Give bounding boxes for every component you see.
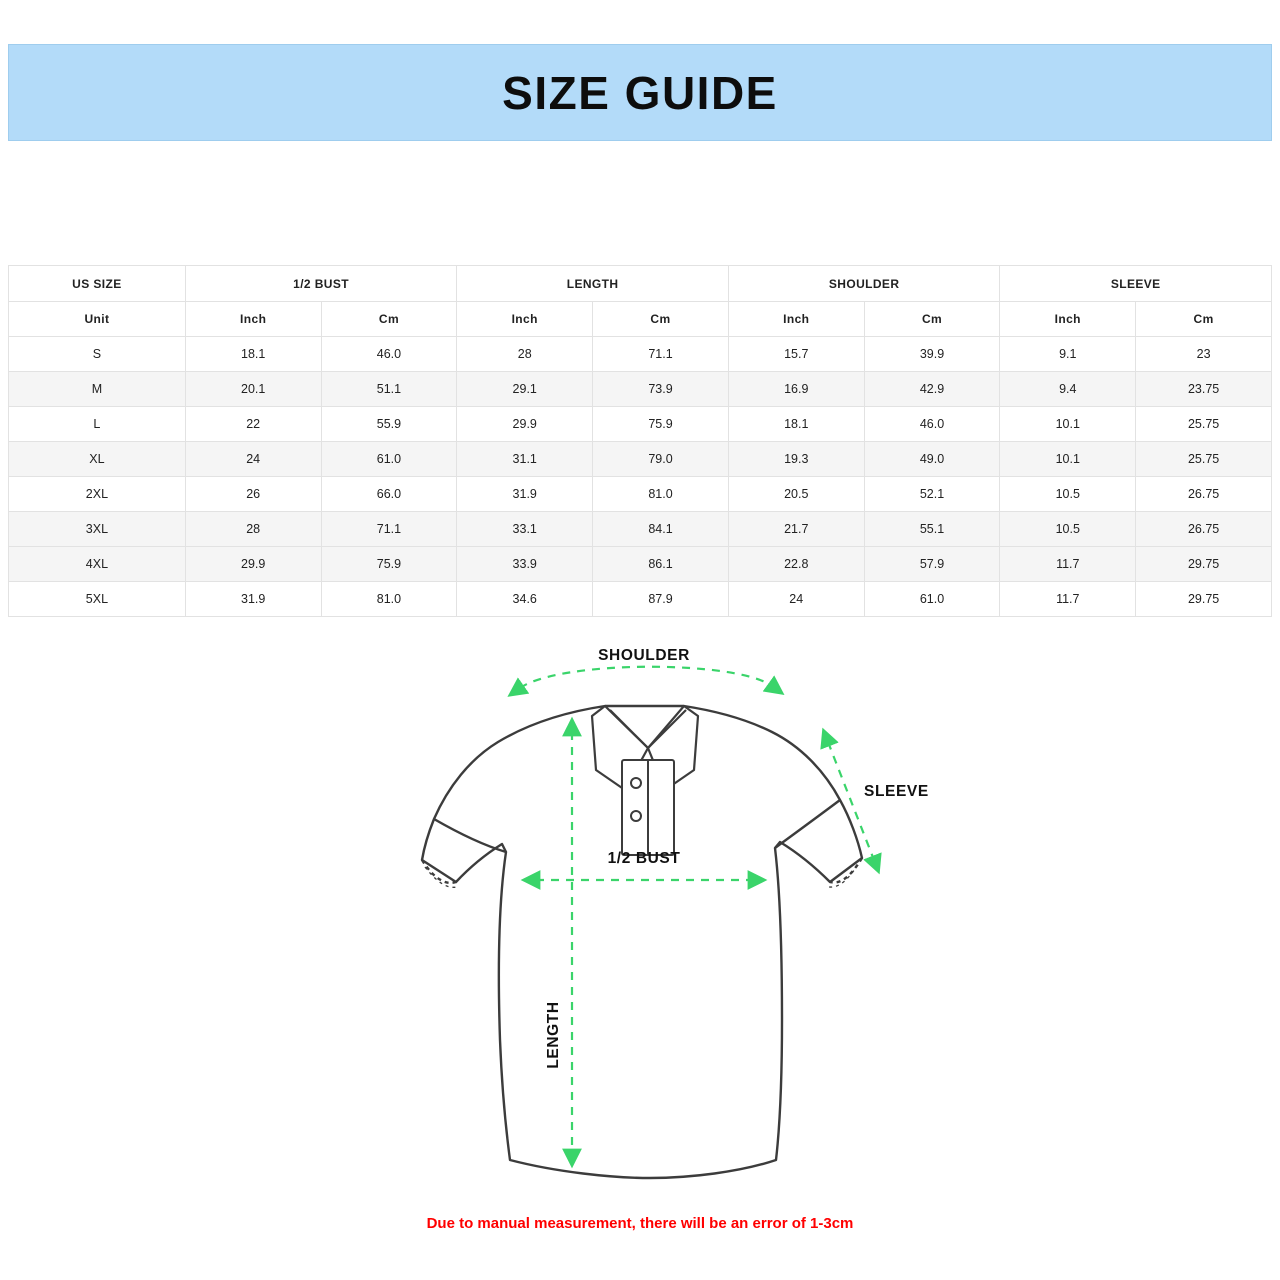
cell-bust-inch: 26 [185, 477, 321, 512]
cell-length-inch: 33.1 [457, 512, 593, 547]
table-row [9, 582, 1272, 617]
cell-length-inch: 31.1 [457, 442, 593, 477]
table-row [9, 477, 1272, 512]
column-header-length: LENGTH [457, 266, 729, 302]
cell-bust-inch: 31.9 [185, 582, 321, 617]
cell-length-inch: 29.1 [457, 372, 593, 407]
unit-bust-cm: Cm [321, 302, 457, 337]
row-size: XL [9, 442, 186, 477]
cell-sleeve-inch: 9.4 [1000, 372, 1136, 407]
cell-bust-cm: 75.9 [321, 547, 457, 582]
sleeve-measure-arrow [828, 742, 874, 860]
table-row [9, 372, 1272, 407]
cell-bust-cm: 55.9 [321, 407, 457, 442]
cell-sleeve-cm: 23.75 [1136, 372, 1272, 407]
cell-length-cm: 87.9 [593, 582, 729, 617]
column-header-sleeve: SLEEVE [1000, 266, 1272, 302]
cell-bust-cm: 51.1 [321, 372, 457, 407]
row-size: 4XL [9, 547, 186, 582]
cell-length-cm: 73.9 [593, 372, 729, 407]
unit-sleeve-cm: Cm [1136, 302, 1272, 337]
cell-shoulder-inch: 22.8 [728, 547, 864, 582]
cell-shoulder-cm: 57.9 [864, 547, 1000, 582]
size-table-container [8, 265, 1272, 617]
shoulder-measure-arrow [520, 667, 772, 688]
cell-shoulder-inch: 24 [728, 582, 864, 617]
cell-shoulder-cm: 42.9 [864, 372, 1000, 407]
cell-length-cm: 79.0 [593, 442, 729, 477]
measurement-disclaimer: Due to manual measurement, there will be an error of 1-3cm [426, 1215, 854, 1232]
cell-length-inch: 33.9 [457, 547, 593, 582]
row-size: 5XL [9, 582, 186, 617]
cell-length-cm: 71.1 [593, 337, 729, 372]
cell-shoulder-cm: 55.1 [864, 512, 1000, 547]
unit-label: Unit [9, 302, 186, 337]
cell-shoulder-cm: 49.0 [864, 442, 1000, 477]
cell-sleeve-cm: 26.75 [1136, 477, 1272, 512]
cell-shoulder-cm: 61.0 [864, 582, 1000, 617]
cell-shoulder-inch: 19.3 [728, 442, 864, 477]
unit-length-inch: Inch [457, 302, 593, 337]
length-label: LENGTH [545, 1001, 562, 1069]
sleeve-label: SLEEVE [864, 783, 929, 800]
cell-shoulder-cm: 46.0 [864, 407, 1000, 442]
cell-length-cm: 84.1 [593, 512, 729, 547]
row-size: 3XL [9, 512, 186, 547]
table-row [9, 512, 1272, 547]
row-size: 2XL [9, 477, 186, 512]
cell-bust-inch: 24 [185, 442, 321, 477]
cell-bust-cm: 61.0 [321, 442, 457, 477]
cell-shoulder-inch: 20.5 [728, 477, 864, 512]
shirt-placket [622, 760, 674, 855]
unit-bust-inch: Inch [185, 302, 321, 337]
cell-shoulder-inch: 18.1 [728, 407, 864, 442]
unit-shoulder-inch: Inch [728, 302, 864, 337]
cell-length-cm: 86.1 [593, 547, 729, 582]
column-header-us-size: US SIZE [9, 266, 186, 302]
cell-length-inch: 34.6 [457, 582, 593, 617]
cell-sleeve-cm: 25.75 [1136, 442, 1272, 477]
cell-sleeve-cm: 29.75 [1136, 582, 1272, 617]
cell-shoulder-inch: 15.7 [728, 337, 864, 372]
cell-length-inch: 29.9 [457, 407, 593, 442]
cell-length-inch: 31.9 [457, 477, 593, 512]
cell-length-inch: 28 [457, 337, 593, 372]
cell-shoulder-cm: 52.1 [864, 477, 1000, 512]
cell-bust-cm: 71.1 [321, 512, 457, 547]
cell-shoulder-cm: 39.9 [864, 337, 1000, 372]
cell-sleeve-cm: 23 [1136, 337, 1272, 372]
column-header-shoulder: SHOULDER [728, 266, 1000, 302]
table-row [9, 407, 1272, 442]
cell-length-cm: 81.0 [593, 477, 729, 512]
row-size: M [9, 372, 186, 407]
cell-sleeve-inch: 10.5 [1000, 477, 1136, 512]
bust-label: 1/2 BUST [607, 850, 681, 867]
cell-shoulder-inch: 21.7 [728, 512, 864, 547]
cell-sleeve-cm: 29.75 [1136, 547, 1272, 582]
cell-bust-cm: 46.0 [321, 337, 457, 372]
cell-bust-cm: 81.0 [321, 582, 457, 617]
size-guide-banner [8, 44, 1272, 141]
unit-length-cm: Cm [593, 302, 729, 337]
cell-sleeve-inch: 10.5 [1000, 512, 1136, 547]
cell-bust-inch: 22 [185, 407, 321, 442]
cell-sleeve-inch: 10.1 [1000, 407, 1136, 442]
cell-bust-inch: 29.9 [185, 547, 321, 582]
cell-sleeve-inch: 11.7 [1000, 547, 1136, 582]
row-size: S [9, 337, 186, 372]
cell-bust-cm: 66.0 [321, 477, 457, 512]
cell-shoulder-inch: 16.9 [728, 372, 864, 407]
cell-length-cm: 75.9 [593, 407, 729, 442]
unit-shoulder-cm: Cm [864, 302, 1000, 337]
size-table [8, 265, 1272, 617]
cell-sleeve-inch: 10.1 [1000, 442, 1136, 477]
row-size: L [9, 407, 186, 442]
cell-bust-inch: 28 [185, 512, 321, 547]
cell-sleeve-cm: 26.75 [1136, 512, 1272, 547]
cell-sleeve-inch: 11.7 [1000, 582, 1136, 617]
cell-bust-inch: 18.1 [185, 337, 321, 372]
table-row [9, 547, 1272, 582]
column-header-bust: 1/2 BUST [185, 266, 457, 302]
table-group-header-row [9, 266, 1272, 302]
table-row [9, 442, 1272, 477]
shoulder-label: SHOULDER [598, 647, 690, 664]
unit-sleeve-inch: Inch [1000, 302, 1136, 337]
cell-sleeve-cm: 25.75 [1136, 407, 1272, 442]
cell-bust-inch: 20.1 [185, 372, 321, 407]
page-title: SIZE GUIDE [502, 66, 778, 119]
table-row [9, 337, 1272, 372]
table-unit-header-row [9, 302, 1272, 337]
cell-sleeve-inch: 9.1 [1000, 337, 1136, 372]
polo-shirt-measurement-diagram [0, 620, 1280, 1220]
